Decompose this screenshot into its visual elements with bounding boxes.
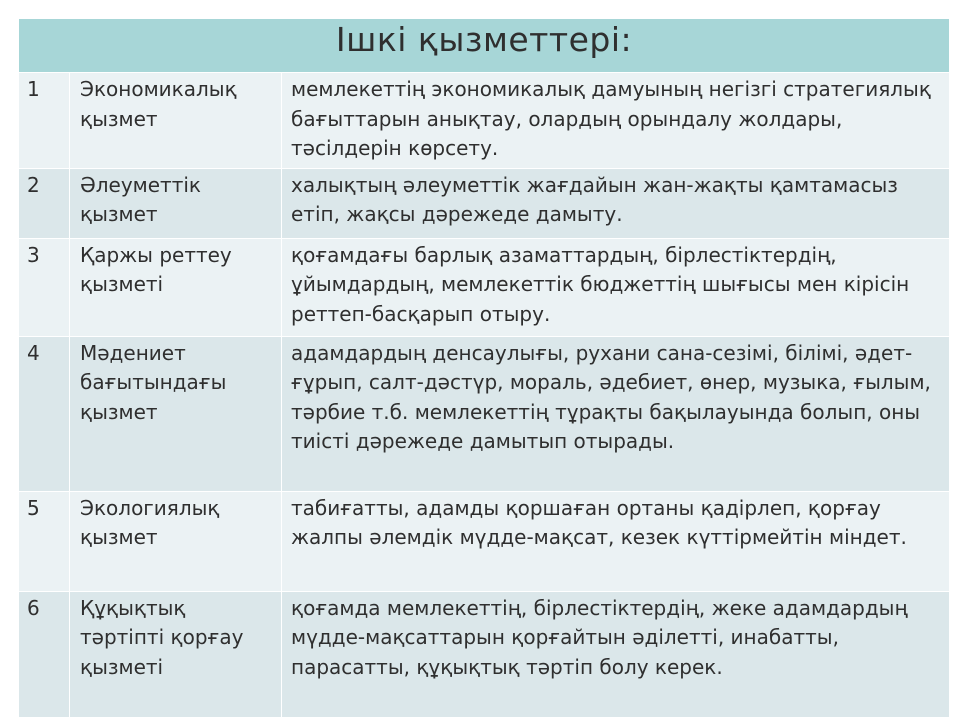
function-description: мемлекеттің экономикалық дамуының негізгі стратегиялық бағыттарын анықтау, олардың орындалу жолдары, тәсілдерін көрсету. bbox=[282, 73, 950, 169]
table-row bbox=[19, 591, 950, 717]
row-number: 6 bbox=[19, 591, 70, 717]
table-row bbox=[19, 491, 950, 591]
row-number: 2 bbox=[19, 168, 70, 238]
row-number: 5 bbox=[19, 491, 70, 591]
function-name: Қаржы реттеу қызметі bbox=[70, 238, 282, 336]
table-title: Ішкі қызметтері: bbox=[19, 19, 950, 73]
function-name: Экономикалық қызмет bbox=[70, 73, 282, 169]
function-name: Әлеуметтік қызмет bbox=[70, 168, 282, 238]
table-row bbox=[19, 168, 950, 238]
function-name: Мәдениет бағытындағы қызмет bbox=[70, 336, 282, 491]
table-row bbox=[19, 238, 950, 336]
function-description: қоғамда мемлекеттің, бірлестіктердің, жеке адамдардың мүдде-мақсаттарын қорғайтын әділетті, инабатты, парасатты, құқықтық тәртіп болу керек. bbox=[282, 591, 950, 717]
functions-table bbox=[18, 18, 950, 718]
function-name: Құқықтық тәртіпті қорғау қызметі bbox=[70, 591, 282, 717]
function-name: Экологиялық қызмет bbox=[70, 491, 282, 591]
function-description: қоғамдағы барлық азаматтардың, бірлестіктердің, ұйымдардың, мемлекеттік бюджеттің шығысы мен кірісін реттеп-басқарып отыру. bbox=[282, 238, 950, 336]
row-number: 3 bbox=[19, 238, 70, 336]
row-number: 4 bbox=[19, 336, 70, 491]
row-number: 1 bbox=[19, 73, 70, 169]
function-description: табиғатты, адамды қоршаған ортаны қадірлеп, қорғау жалпы әлемдік мүдде-мақсат, кезек күттірмейтін міндет. bbox=[282, 491, 950, 591]
function-description: халықтың әлеуметтік жағдайын жан-жақты қамтамасыз етіп, жақсы дәрежеде дамыту. bbox=[282, 168, 950, 238]
function-description: адамдардың денсаулығы, рухани сана-сезімі, білімі, әдет-ғұрып, салт-дәстүр, мораль, әдебиет, өнер, музыка, ғылым, тәрбие т.б. мемлекеттің тұрақты бақылауында болып, оны тиісті дәрежеде дамытып отырады. bbox=[282, 336, 950, 491]
table-row bbox=[19, 73, 950, 169]
table-row bbox=[19, 336, 950, 491]
